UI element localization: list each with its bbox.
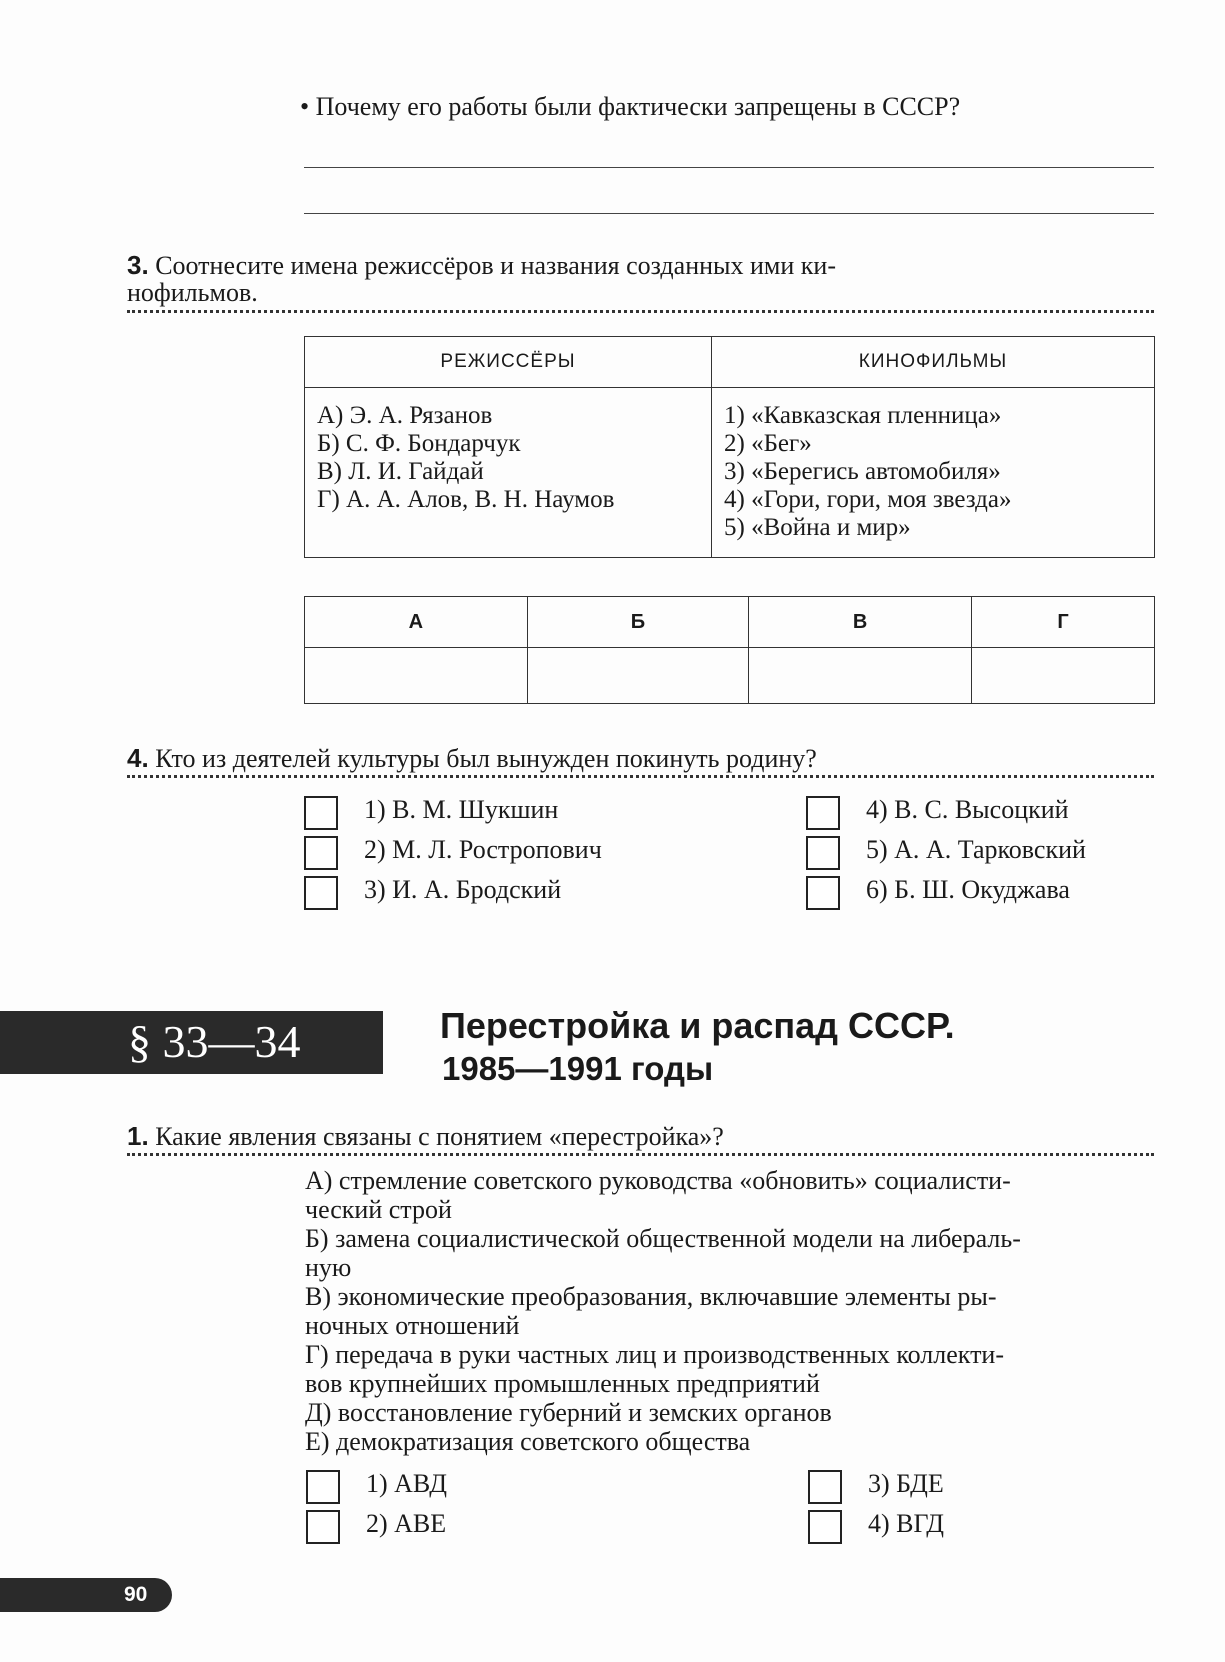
q4-checkbox-5[interactable] bbox=[806, 836, 840, 870]
s1-item-g-2: вов крупнейших промышленных предприятий bbox=[305, 1369, 820, 1398]
answer-line-2[interactable] bbox=[304, 213, 1154, 214]
s1-line bbox=[127, 1121, 724, 1152]
q3-line1 bbox=[127, 250, 836, 281]
s1-number: 1. bbox=[127, 1121, 149, 1151]
answer-header-g: Г bbox=[971, 597, 1154, 648]
answer-header-a: А bbox=[305, 597, 528, 648]
q4-option-5: 5) А. А. Тарковский bbox=[866, 835, 1086, 864]
page-number: 90 bbox=[124, 1583, 148, 1606]
s1-option-1: 1) АВД bbox=[366, 1469, 448, 1498]
s1-text: Какие явления связаны с понятием «перестройка»? bbox=[155, 1122, 724, 1151]
section-number-bar bbox=[0, 1011, 383, 1074]
section-title-line1: Перестройка и распад СССР. bbox=[440, 1005, 955, 1046]
match-table bbox=[304, 336, 1155, 558]
q4-option-1: 1) В. М. Шукшин bbox=[364, 795, 559, 824]
s1-item-a-1: А) стремление советского руководства «обновить» социалисти- bbox=[305, 1166, 1011, 1195]
q4-option-6: 6) Б. Ш. Окуджава bbox=[866, 875, 1070, 904]
director-b: Б) С. Ф. Бондарчук bbox=[317, 430, 521, 457]
answer-grid bbox=[304, 596, 1155, 704]
answer-header-b: Б bbox=[527, 597, 749, 648]
q3-text-line1: Соотнесите имена режиссёров и названия созданных ими ки- bbox=[155, 251, 836, 280]
films-cell bbox=[712, 388, 1155, 558]
q4-checkbox-6[interactable] bbox=[806, 876, 840, 910]
page-number-tab bbox=[0, 1578, 172, 1612]
s1-option-2: 2) АВЕ bbox=[366, 1509, 447, 1538]
director-a: А) Э. А. Рязанов bbox=[317, 402, 493, 429]
film-1: 1) «Кавказская пленница» bbox=[724, 402, 1002, 429]
directors-cell bbox=[305, 388, 712, 558]
q4-option-3: 3) И. А. Бродский bbox=[364, 875, 562, 904]
bullet-question: • Почему его работы были фактически запрещены в СССР? bbox=[300, 92, 961, 121]
q4-number: 4. bbox=[127, 743, 149, 773]
director-d: Г) А. А. Алов, В. Н. Наумов bbox=[317, 486, 615, 513]
answer-cell-b[interactable] bbox=[527, 648, 749, 704]
q3-text-line2: нофильмов. bbox=[127, 278, 258, 307]
s1-option-4: 4) ВГД bbox=[868, 1509, 944, 1538]
answer-cell-g[interactable] bbox=[971, 648, 1154, 704]
film-2: 2) «Бег» bbox=[724, 430, 812, 457]
answer-header-v: В bbox=[749, 597, 972, 648]
s1-item-b-1: Б) замена социалистической общественной модели на либераль- bbox=[305, 1224, 1021, 1253]
q4-option-2: 2) М. Л. Ростропович bbox=[364, 835, 602, 864]
q4-checkbox-4[interactable] bbox=[806, 796, 840, 830]
director-c: В) Л. И. Гайдай bbox=[317, 458, 484, 485]
section-title-line2: 1985—1991 годы bbox=[442, 1050, 714, 1087]
q3-number: 3. bbox=[127, 250, 149, 280]
films-header: КИНОФИЛЬМЫ bbox=[712, 337, 1155, 388]
s1-option-3: 3) БДЕ bbox=[868, 1469, 944, 1498]
section-number: § 33—34 bbox=[128, 1016, 301, 1067]
s1-item-v-2: ночных отношений bbox=[305, 1311, 520, 1340]
answer-cell-a[interactable] bbox=[305, 648, 528, 704]
q4-checkbox-2[interactable] bbox=[304, 836, 338, 870]
s1-checkbox-1[interactable] bbox=[306, 1470, 340, 1504]
s1-checkbox-2[interactable] bbox=[306, 1510, 340, 1544]
q4-option-4: 4) В. С. Высоцкий bbox=[866, 795, 1069, 824]
answer-cell-v[interactable] bbox=[749, 648, 972, 704]
answer-line-1[interactable] bbox=[304, 167, 1154, 168]
s1-item-v-1: В) экономические преобразования, включавшие элементы ры- bbox=[305, 1282, 997, 1311]
q4-dotted-rule bbox=[127, 775, 1154, 778]
film-3: 3) «Берегись автомобиля» bbox=[724, 458, 1001, 485]
s1-item-d: Д) восстановление губерний и земских органов bbox=[305, 1398, 832, 1427]
s1-item-e: Е) демократизация советского общества bbox=[305, 1427, 751, 1456]
s1-item-b-2: ную bbox=[305, 1253, 352, 1282]
film-4: 4) «Гори, гори, моя звезда» bbox=[724, 486, 1012, 513]
q4-checkbox-1[interactable] bbox=[304, 796, 338, 830]
q4-checkbox-3[interactable] bbox=[304, 876, 338, 910]
directors-header: РЕЖИССЁРЫ bbox=[305, 337, 712, 388]
s1-item-g-1: Г) передача в руки частных лиц и производственных коллекти- bbox=[305, 1340, 1005, 1369]
film-5: 5) «Война и мир» bbox=[724, 514, 911, 541]
s1-checkbox-4[interactable] bbox=[808, 1510, 842, 1544]
q4-line bbox=[127, 743, 817, 774]
s1-dotted-rule bbox=[127, 1153, 1154, 1156]
q3-dotted-rule bbox=[127, 310, 1154, 313]
s1-items bbox=[305, 1166, 1021, 1456]
s1-item-a-2: ческий строй bbox=[305, 1195, 452, 1224]
q4-text: Кто из деятелей культуры был вынужден покинуть родину? bbox=[155, 744, 817, 773]
s1-checkbox-3[interactable] bbox=[808, 1470, 842, 1504]
